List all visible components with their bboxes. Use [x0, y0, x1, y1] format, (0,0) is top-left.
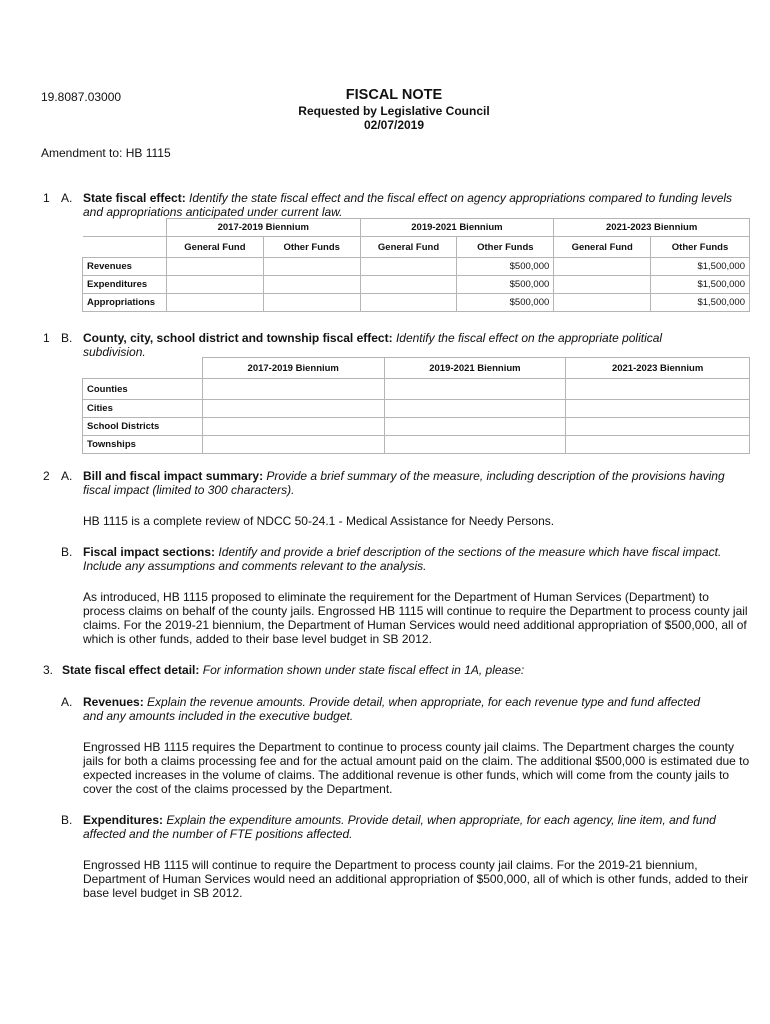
section-3-label: State fiscal effect detail:	[62, 663, 200, 677]
section-1a-instruction: Identify the state fiscal effect and the fiscal effect on agency appropriations compared to funding levels and appropriations anticipated under current law.	[83, 191, 733, 219]
state-fiscal-effect-table	[82, 218, 750, 312]
section-1b-number: 1	[43, 331, 50, 345]
table-cell	[360, 294, 457, 312]
document-id: 19.8087.03000	[41, 90, 122, 104]
row-label: Expenditures	[83, 276, 167, 294]
table-row	[83, 418, 750, 436]
table-cell	[263, 294, 360, 312]
table-cell	[566, 379, 750, 400]
section-2b-body: As introduced, HB 1115 proposed to eliminate the requirement for the Department of Human Services (Department) to process claims on behalf of the county jails. Engrossed HB 1115 will continue to require the Department to process county jail claims. For the 2019-21 biennium, the Department of Human Services would need additional appropriation of $500,000, all of which is other funds, added to their base level budget in SB 2012.	[83, 590, 748, 646]
fund-header: General Fund	[554, 237, 651, 258]
section-3a-instruction: Explain the revenue amounts. Provide detail, when appropriate, for each revenue type and fund affected and any amounts included in the executive budget.	[83, 695, 701, 723]
row-label: Appropriations	[83, 294, 167, 312]
document-date: 02/07/2019	[363, 118, 425, 132]
section-1b-label: County, city, school district and township fiscal effect:	[83, 331, 393, 345]
section-2a-body: HB 1115 is a complete review of NDCC 50-24.1 - Medical Assistance for Needy Persons.	[83, 514, 555, 528]
table-cell	[166, 276, 263, 294]
table-cell	[384, 436, 566, 454]
table-cell	[554, 294, 651, 312]
section-1a-number: 1	[43, 191, 50, 205]
table-corner	[83, 358, 203, 379]
table-row	[83, 436, 750, 454]
biennium-header: 2019-2021 Biennium	[360, 219, 554, 237]
section-2a-heading	[83, 469, 743, 497]
section-3a-label: Revenues:	[83, 695, 144, 709]
section-2b-heading	[83, 545, 738, 573]
section-1b-instruction: Identify the fiscal effect on the appropriate political subdivision.	[83, 331, 663, 359]
section-1b-letter: B.	[61, 331, 73, 345]
biennium-header: 2021-2023 Biennium	[566, 358, 750, 379]
section-3-instruction: For information shown under state fiscal effect in 1A, please:	[202, 663, 525, 677]
row-label: Counties	[83, 379, 203, 400]
table-cell: $1,500,000	[651, 258, 750, 276]
table-cell	[554, 276, 651, 294]
section-2b-label: Fiscal impact sections:	[83, 545, 216, 559]
table-cell: $500,000	[457, 294, 554, 312]
section-3a-letter: A.	[61, 695, 73, 709]
table-cell: $1,500,000	[651, 276, 750, 294]
section-2b-instruction: Identify and provide a brief description of the sections of the measure which have fiscal impact. Include any assumptions and comments relevant to the analysis.	[83, 545, 722, 573]
fund-header: Other Funds	[263, 237, 360, 258]
table-cell	[263, 276, 360, 294]
row-label: Cities	[83, 400, 203, 418]
section-3b-body: Engrossed HB 1115 will continue to require the Department to process county jail claims. For the 2019-21 biennium, Department of Human Services would need an additional appropriation of $500,000, all of which is other funds, added to their base level budget in SB 2012.	[83, 858, 749, 900]
section-1a-letter: A.	[61, 191, 73, 205]
table-cell	[566, 400, 750, 418]
page-title: FISCAL NOTE	[345, 87, 443, 103]
section-3b-letter: B.	[61, 813, 73, 827]
table-cell	[166, 294, 263, 312]
table-row	[83, 258, 750, 276]
section-2a-number: 2	[43, 469, 50, 483]
section-3b-instruction: Explain the expenditure amounts. Provide detail, when appropriate, for each agency, line item, and fund affected and the number of FTE positions affected.	[83, 813, 716, 841]
section-2a-instruction: Provide a brief summary of the measure, including description of the provisions having fiscal impact (limited to 300 characters).	[83, 469, 725, 497]
table-cell: $1,500,000	[651, 294, 750, 312]
local-fiscal-effect-table	[82, 357, 750, 454]
section-3b-label: Expenditures:	[83, 813, 164, 827]
table-cell	[360, 258, 457, 276]
row-label: School Districts	[83, 418, 203, 436]
table-cell	[566, 418, 750, 436]
table-row	[83, 294, 750, 312]
fund-header: Other Funds	[651, 237, 750, 258]
table-cell: $500,000	[457, 276, 554, 294]
section-3-heading	[62, 663, 742, 677]
biennium-header: 2019-2021 Biennium	[384, 358, 566, 379]
table-cell	[384, 379, 566, 400]
table-cell	[384, 400, 566, 418]
table-cell	[202, 436, 384, 454]
table-cell	[554, 258, 651, 276]
section-1b-heading	[83, 331, 723, 359]
section-3a-body: Engrossed HB 1115 requires the Department to continue to process county jail claims. The Department charges the county jails for both a claims processing fee and for the actual amount paid on the claim. The additional $500,000 is estimated due to expected increases in the volume of claims. The additional revenue is other funds, which will come from the county jails to cover the cost of the claims processed by the Department.	[83, 740, 750, 796]
biennium-header: 2017-2019 Biennium	[166, 219, 360, 237]
table-cell	[263, 258, 360, 276]
section-2b-letter: B.	[61, 545, 73, 559]
amendment-line: Amendment to: HB 1115	[41, 146, 171, 160]
section-2a-label: Bill and fiscal impact summary:	[83, 469, 264, 483]
section-3-number: 3.	[43, 663, 54, 677]
section-3a-heading	[83, 695, 723, 723]
table-cell	[166, 258, 263, 276]
table-cell: $500,000	[457, 258, 554, 276]
table-cell	[202, 418, 384, 436]
table-row	[83, 379, 750, 400]
requested-by: Requested by Legislative Council	[298, 104, 490, 118]
row-label: Revenues	[83, 258, 167, 276]
row-label: Townships	[83, 436, 203, 454]
section-3b-heading	[83, 813, 743, 841]
biennium-header: 2021-2023 Biennium	[554, 219, 750, 237]
section-1a-label: State fiscal effect:	[83, 191, 186, 205]
fund-header: Other Funds	[457, 237, 554, 258]
fund-header: General Fund	[166, 237, 263, 258]
table-cell	[360, 276, 457, 294]
section-1a-heading	[83, 191, 753, 219]
section-2a-letter: A.	[61, 469, 73, 483]
table-cell	[202, 400, 384, 418]
table-corner	[83, 237, 167, 258]
table-cell	[566, 436, 750, 454]
table-cell	[202, 379, 384, 400]
table-corner	[83, 219, 167, 237]
fund-header: General Fund	[360, 237, 457, 258]
biennium-header: 2017-2019 Biennium	[202, 358, 384, 379]
table-row	[83, 276, 750, 294]
table-row	[83, 400, 750, 418]
table-cell	[384, 418, 566, 436]
